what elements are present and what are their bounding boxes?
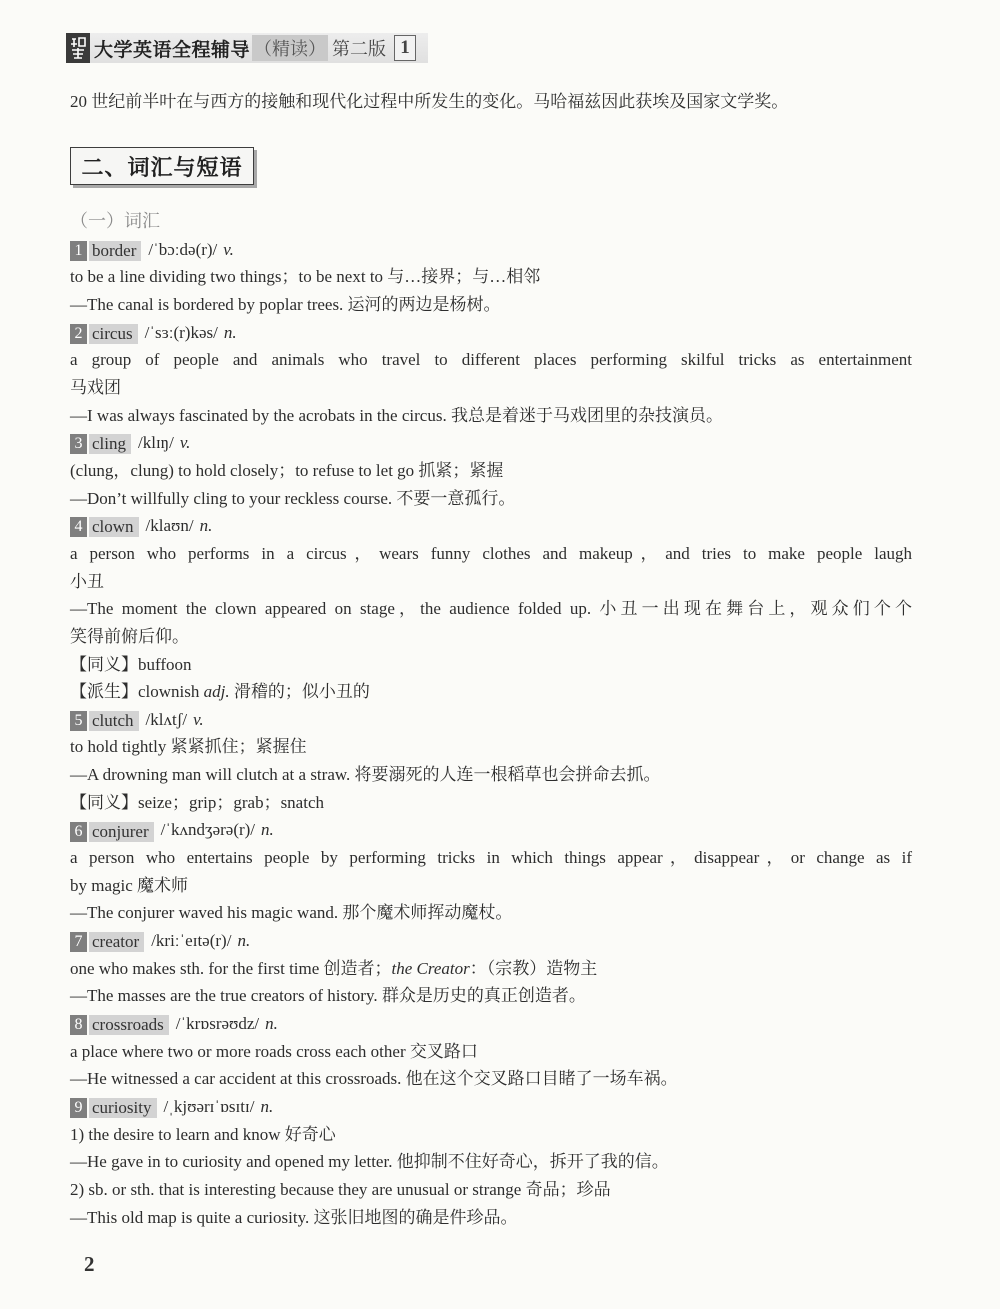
vocab-entry [70,429,912,512]
part-of-speech: v. [179,433,191,453]
entry-number-badge: 4 [70,517,87,537]
entry-headline [70,927,912,955]
line-text: 【派生】clownish [70,682,204,702]
part-of-speech: n. [199,516,213,536]
entry-number-badge: 6 [70,822,87,842]
paragraph-line: by magic 魔术师 [70,875,189,895]
vocab-entry [70,816,912,927]
phonetic: /ˈkʌndʒərə(r)/ [160,820,256,840]
headword: border [89,241,141,261]
entry-number-badge: 3 [70,434,87,454]
paragraph-line: a person who performs in a circus，wears funny clothes and makeup，and tries to make people laugh [70,543,912,563]
section-heading: 二、词汇与短语 [70,147,254,185]
entry-number-badge: 1 [70,241,87,261]
paragraph-line: a group of people and animals who travel to different places performing skilful tricks as entertainment [70,350,912,370]
volume-badge: 1 [394,35,416,61]
part-of-speech: n. [223,322,237,342]
entry-number-badge: 2 [70,324,87,344]
headword: circus [89,324,138,344]
part-of-speech: n. [261,820,274,840]
headword: conjurer [89,822,154,842]
emphasized-term: adj. [203,682,230,702]
vocab-entry [70,236,912,319]
entry-number-badge: 7 [70,932,87,952]
entry-headline [70,1093,912,1121]
entry-number-badge: 5 [70,711,87,731]
headword: cling [89,434,131,454]
entry-headline [70,706,912,734]
example-sentence: —He gave in to curiosity and opened my letter. 他抑制不住好奇心，拆开了我的信。 [70,1152,669,1172]
intro-paragraph: 20 世纪前半叶在与西方的接触和现代化过程中所发生的变化。马哈福兹因此获埃及国家文学奖。 [70,92,789,111]
book-edition: 第二版 [332,39,387,59]
example-sentence: —I was always fascinated by the acrobats in the circus. 我总是着迷于马戏团里的杂技演员。 [70,405,723,425]
definition-line: to be a line dividing two things；to be next to 与…接界；与…相邻 [70,267,541,287]
part-of-speech: n. [260,1097,274,1116]
definition-line: a place where two or more roads cross each other 交叉路口 [70,1041,478,1061]
vocab-entry [70,1093,912,1231]
example-sentence: —He witnessed a car accident at this crossroads. 他在这个交叉路口目睹了一场车祸。 [70,1069,678,1089]
phonetic: /klʌtʃ/ [145,709,188,729]
entry-headline [70,1010,912,1038]
example-sentence [70,595,912,650]
vocab-entry [70,1010,912,1093]
paragraph-line: 马戏团 [70,377,121,397]
vocab-entry [70,512,912,706]
definition-line: 1) the desire to learn and know 好奇心 [70,1124,336,1144]
part-of-speech: n. [237,931,251,951]
part-of-speech: n. [265,1014,278,1034]
running-header [66,33,428,63]
example-sentence: —This old map is quite a curiosity. 这张旧地图的确是件珍品。 [70,1207,518,1227]
book-title: 大学英语全程辅导 [94,39,251,61]
headword: crossroads [89,1015,169,1035]
series-logo-mark [69,36,87,60]
definition-line: 2) sb. or sth. that is interesting because they are unusual or strange 奇品；珍品 [70,1179,611,1199]
headword: clown [89,517,139,537]
emphasized-term: the Creator [391,958,470,978]
phonetic: /ˈbɔːdə(r)/ [148,239,218,259]
definition-line [70,844,912,899]
vocabulary-list [70,208,912,1231]
part-of-speech: v. [193,709,204,729]
paragraph-line: a person who entertains people by performing tricks in which things appear，disappear，or change as if [70,848,912,868]
entry-headline [70,319,912,347]
example-sentence: —A drowning man will clutch at a straw. 将要溺死的人连一根稻草也会拼命去抓。 [70,765,661,785]
example-sentence: —Don’t willfully cling to your reckless course. 不要一意孤行。 [70,488,516,508]
entries-container [70,236,912,1232]
entry-headline [70,236,912,264]
definition-line [70,540,912,595]
vocab-entry [70,706,912,817]
series-logo [66,33,90,63]
definition-line [70,955,912,983]
phonetic: /kriːˈeɪtə(r)/ [151,931,232,951]
phonetic: /ˈkrɒsrəʊdz/ [175,1014,260,1034]
page-number: 2 [84,1252,95,1276]
line-text: one who makes sth. for the first time 创造者； [70,958,392,978]
phonetic: /ˌkjʊərɪˈɒsɪtɪ/ [163,1097,255,1116]
vocab-entry [70,927,912,1010]
paragraph-line: 小丑 [70,571,104,591]
entry-number-badge: 9 [70,1098,87,1118]
phonetic: /klɪŋ/ [138,433,174,453]
line-text: ：（宗教）造物主 [469,958,598,978]
related-words: 【同义】seize；grip；grab；snatch [70,792,324,812]
definition-line: to hold tightly 紧紧抓住；紧握住 [70,737,307,757]
book-subtitle: （精读） [252,35,328,61]
subsection-heading: （一）词汇 [70,211,160,231]
headword: curiosity [89,1098,157,1118]
entry-headline [70,512,912,540]
phonetic: /ˈsɜː(r)kəs/ [144,322,218,342]
paragraph-line: —The moment the clown appeared on stage，the audience folded up. 小丑一出现在舞台上，观众们个个 [70,599,912,619]
entry-number-badge: 8 [70,1015,87,1035]
entry-headline [70,429,912,457]
phonetic: /klaʊn/ [145,516,194,536]
related-words: 【同义】buffoon [70,654,192,674]
example-sentence: —The conjurer waved his magic wand. 那个魔术师挥动魔杖。 [70,903,513,923]
example-sentence: —The canal is bordered by poplar trees. 运河的两边是杨树。 [70,294,501,314]
example-sentence: —The masses are the true creators of history. 群众是历史的真正创造者。 [70,986,586,1006]
definition-line [70,346,912,401]
part-of-speech: v. [223,239,234,259]
entry-headline [70,816,912,844]
line-text: 滑稽的；似小丑的 [229,682,370,702]
definition-line: (clung，clung) to hold closely；to refuse to let go 抓紧；紧握 [70,460,504,480]
vocab-entry [70,319,912,430]
related-words [70,678,912,706]
headword: creator [89,932,144,952]
headword: clutch [89,711,139,731]
paragraph-line: 笑得前俯后仰。 [70,626,189,646]
